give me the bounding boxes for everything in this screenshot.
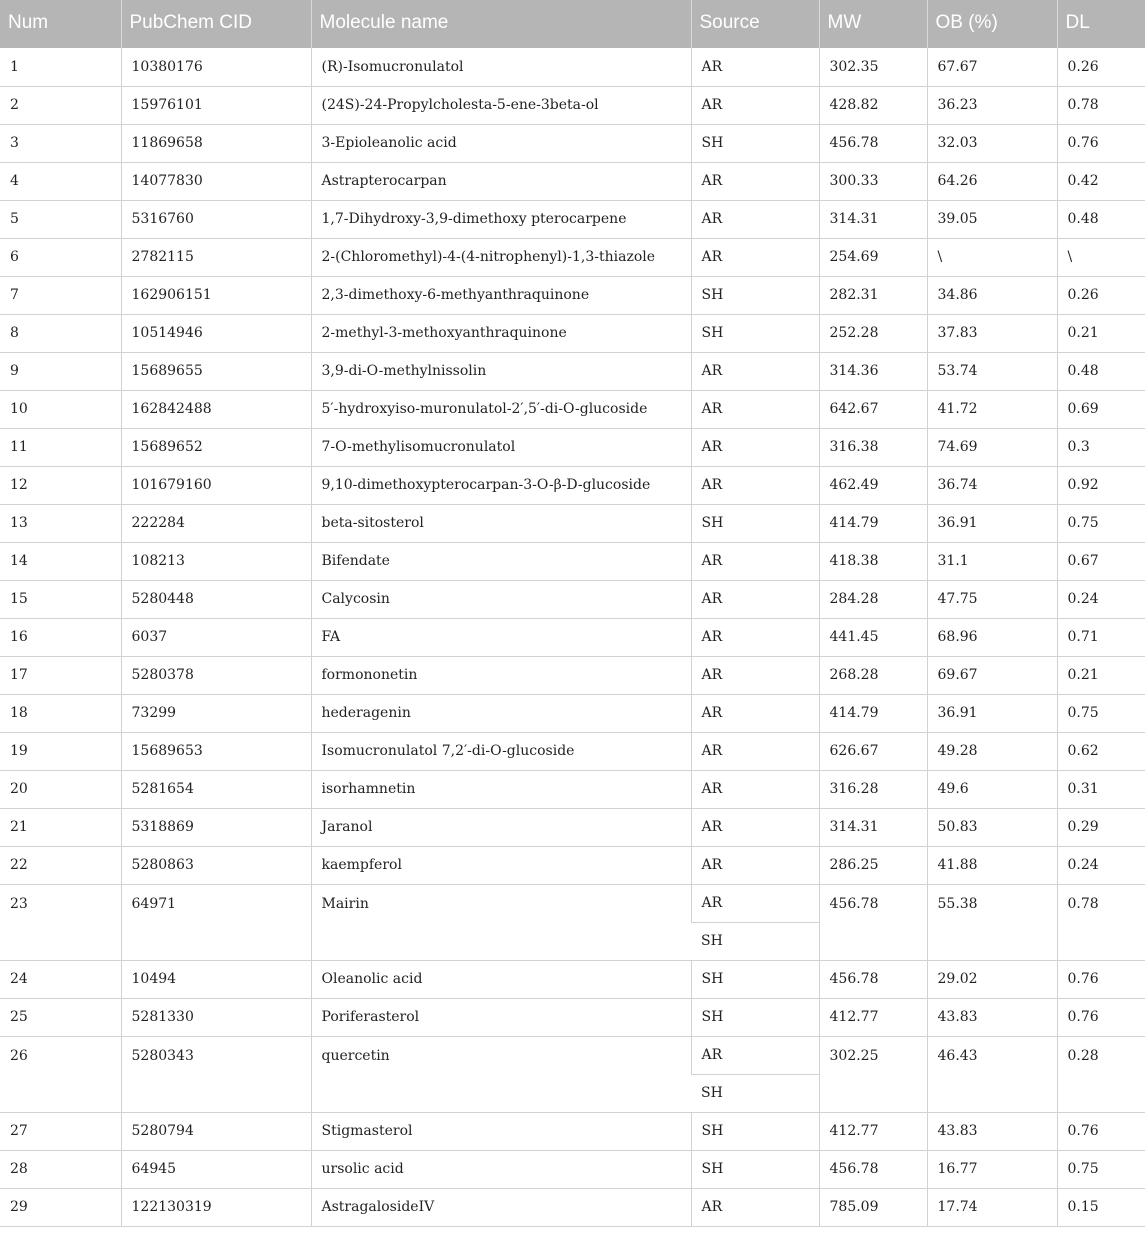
cell-molecule-name: 2-methyl-3-methoxyanthraquinone: [311, 314, 691, 352]
cell-molecule-name: kaempferol: [311, 846, 691, 884]
cell-pubchem-cid: 10380176: [121, 48, 311, 86]
cell-pubchem-cid: 15689653: [121, 732, 311, 770]
cell-mw: 456.78: [819, 884, 927, 960]
table-row: [0, 694, 1145, 732]
cell-num: 24: [0, 960, 121, 998]
cell-source: AR: [691, 770, 819, 808]
cell-molecule-name: 3,9-di-O-methylnissolin: [311, 352, 691, 390]
cell-molecule-name: (24S)-24-Propylcholesta-5-ene-3beta-ol: [311, 86, 691, 124]
table-row: [0, 1188, 1145, 1226]
cell-dl: 0.3: [1057, 428, 1145, 466]
table-row: [0, 580, 1145, 618]
cell-ob: 41.72: [927, 390, 1057, 428]
cell-num: 16: [0, 618, 121, 656]
table-row: [0, 238, 1145, 276]
table-row: [0, 732, 1145, 770]
cell-ob: 47.75: [927, 580, 1057, 618]
cell-num: 6: [0, 238, 121, 276]
cell-mw: 286.25: [819, 846, 927, 884]
cell-dl: 0.78: [1057, 86, 1145, 124]
cell-source: SH: [691, 960, 819, 998]
cell-pubchem-cid: 122130319: [121, 1188, 311, 1226]
table-row: [0, 86, 1145, 124]
cell-pubchem-cid: 5318869: [121, 808, 311, 846]
cell-dl: 0.71: [1057, 618, 1145, 656]
cell-mw: 642.67: [819, 390, 927, 428]
table-row: [0, 1150, 1145, 1188]
cell-molecule-name: hederagenin: [311, 694, 691, 732]
cell-num: 11: [0, 428, 121, 466]
cell-dl: 0.15: [1057, 1188, 1145, 1226]
table-row: [0, 884, 1145, 922]
cell-dl: 0.21: [1057, 656, 1145, 694]
cell-mw: 456.78: [819, 1150, 927, 1188]
cell-mw: 302.35: [819, 48, 927, 86]
cell-source: AR: [691, 238, 819, 276]
header-ob: OB (%): [927, 0, 1057, 48]
cell-ob: 53.74: [927, 352, 1057, 390]
cell-ob: 32.03: [927, 124, 1057, 162]
table-row: [0, 428, 1145, 466]
table-row: [0, 124, 1145, 162]
table-row: [0, 770, 1145, 808]
cell-dl: 0.48: [1057, 352, 1145, 390]
cell-molecule-name: Mairin: [311, 884, 691, 960]
cell-pubchem-cid: 11869658: [121, 124, 311, 162]
cell-source: SH: [691, 504, 819, 542]
cell-pubchem-cid: 222284: [121, 504, 311, 542]
cell-source: AR: [691, 48, 819, 86]
header-pubchem-cid: PubChem CID: [121, 0, 311, 48]
cell-molecule-name: FA: [311, 618, 691, 656]
cell-ob: 39.05: [927, 200, 1057, 238]
cell-molecule-name: Astrapterocarpan: [311, 162, 691, 200]
cell-ob: 49.6: [927, 770, 1057, 808]
cell-source: AR: [691, 542, 819, 580]
header-dl: DL: [1057, 0, 1145, 48]
cell-num: 7: [0, 276, 121, 314]
cell-dl: 0.67: [1057, 542, 1145, 580]
cell-pubchem-cid: 5281330: [121, 998, 311, 1036]
cell-pubchem-cid: 5280794: [121, 1112, 311, 1150]
cell-molecule-name: 7-O-methylisomucronulatol: [311, 428, 691, 466]
cell-num: 28: [0, 1150, 121, 1188]
cell-num: 29: [0, 1188, 121, 1226]
cell-source: AR: [691, 390, 819, 428]
cell-molecule-name: ursolic acid: [311, 1150, 691, 1188]
cell-molecule-name: 5′-hydroxyiso-muronulatol-2′,5′-di-O-glucoside: [311, 390, 691, 428]
cell-ob: 49.28: [927, 732, 1057, 770]
cell-pubchem-cid: 162906151: [121, 276, 311, 314]
cell-source: SH: [691, 1112, 819, 1150]
cell-dl: 0.75: [1057, 1150, 1145, 1188]
cell-pubchem-cid: 5316760: [121, 200, 311, 238]
cell-molecule-name: Oleanolic acid: [311, 960, 691, 998]
cell-ob: 43.83: [927, 1112, 1057, 1150]
cell-dl: \: [1057, 238, 1145, 276]
cell-mw: 414.79: [819, 694, 927, 732]
cell-dl: 0.75: [1057, 504, 1145, 542]
cell-num: 18: [0, 694, 121, 732]
cell-mw: 456.78: [819, 960, 927, 998]
cell-source: AR: [691, 694, 819, 732]
table-row: [0, 656, 1145, 694]
cell-molecule-name: 1,7-Dihydroxy-3,9-dimethoxy pterocarpene: [311, 200, 691, 238]
cell-ob: 43.83: [927, 998, 1057, 1036]
cell-mw: 284.28: [819, 580, 927, 618]
header-source: Source: [691, 0, 819, 48]
cell-mw: 316.38: [819, 428, 927, 466]
cell-num: 19: [0, 732, 121, 770]
cell-source: AR: [691, 732, 819, 770]
cell-molecule-name: Stigmasterol: [311, 1112, 691, 1150]
cell-mw: 414.79: [819, 504, 927, 542]
cell-mw: 282.31: [819, 276, 927, 314]
cell-source: SH: [691, 998, 819, 1036]
cell-dl: 0.24: [1057, 580, 1145, 618]
cell-pubchem-cid: 10494: [121, 960, 311, 998]
cell-mw: 418.38: [819, 542, 927, 580]
table-row: [0, 618, 1145, 656]
cell-source: SH: [691, 314, 819, 352]
cell-ob: 29.02: [927, 960, 1057, 998]
cell-ob: 64.26: [927, 162, 1057, 200]
table-row: [0, 200, 1145, 238]
cell-mw: 412.77: [819, 1112, 927, 1150]
table-row: [0, 1112, 1145, 1150]
table-row: [0, 352, 1145, 390]
cell-mw: 462.49: [819, 466, 927, 504]
cell-source: AR: [691, 466, 819, 504]
cell-mw: 785.09: [819, 1188, 927, 1226]
cell-mw: 456.78: [819, 124, 927, 162]
header-mw: MW: [819, 0, 927, 48]
cell-dl: 0.21: [1057, 314, 1145, 352]
table-row: [0, 48, 1145, 86]
cell-pubchem-cid: 15689655: [121, 352, 311, 390]
table-row: [0, 162, 1145, 200]
cell-molecule-name: 2-(Chloromethyl)-4-(4-nitrophenyl)-1,3-thiazole: [311, 238, 691, 276]
cell-ob: 31.1: [927, 542, 1057, 580]
cell-molecule-name: formononetin: [311, 656, 691, 694]
cell-ob: 55.38: [927, 884, 1057, 960]
cell-mw: 302.25: [819, 1036, 927, 1112]
cell-num: 4: [0, 162, 121, 200]
cell-source: AR: [691, 846, 819, 884]
cell-num: 26: [0, 1036, 121, 1112]
cell-num: 23: [0, 884, 121, 960]
cell-mw: 314.31: [819, 200, 927, 238]
cell-source: AR: [691, 884, 819, 922]
cell-mw: 412.77: [819, 998, 927, 1036]
cell-source: SH: [691, 1150, 819, 1188]
cell-ob: 68.96: [927, 618, 1057, 656]
table-row: [0, 960, 1145, 998]
cell-molecule-name: 9,10-dimethoxypterocarpan-3-O-β-D-glucoside: [311, 466, 691, 504]
cell-num: 2: [0, 86, 121, 124]
cell-mw: 252.28: [819, 314, 927, 352]
header-row: [0, 0, 1145, 48]
cell-mw: 441.45: [819, 618, 927, 656]
cell-mw: 428.82: [819, 86, 927, 124]
cell-molecule-name: Jaranol: [311, 808, 691, 846]
cell-molecule-name: Isomucronulatol 7,2′-di-O-glucoside: [311, 732, 691, 770]
cell-num: 21: [0, 808, 121, 846]
cell-ob: 37.83: [927, 314, 1057, 352]
cell-pubchem-cid: 101679160: [121, 466, 311, 504]
cell-ob: 16.77: [927, 1150, 1057, 1188]
table-row: [0, 808, 1145, 846]
cell-dl: 0.76: [1057, 998, 1145, 1036]
cell-ob: 69.67: [927, 656, 1057, 694]
cell-dl: 0.28: [1057, 1036, 1145, 1112]
cell-pubchem-cid: 73299: [121, 694, 311, 732]
cell-pubchem-cid: 64971: [121, 884, 311, 960]
cell-dl: 0.26: [1057, 48, 1145, 86]
cell-num: 9: [0, 352, 121, 390]
table-row: [0, 1036, 1145, 1074]
cell-dl: 0.75: [1057, 694, 1145, 732]
cell-source: SH: [691, 922, 819, 960]
cell-source: AR: [691, 580, 819, 618]
header-num: Num: [0, 0, 121, 48]
cell-dl: 0.78: [1057, 884, 1145, 960]
cell-mw: 316.28: [819, 770, 927, 808]
cell-source: SH: [691, 276, 819, 314]
cell-mw: 254.69: [819, 238, 927, 276]
cell-num: 8: [0, 314, 121, 352]
cell-molecule-name: AstragalosideIV: [311, 1188, 691, 1226]
cell-dl: 0.42: [1057, 162, 1145, 200]
cell-pubchem-cid: 10514946: [121, 314, 311, 352]
cell-num: 15: [0, 580, 121, 618]
cell-source: AR: [691, 1188, 819, 1226]
cell-molecule-name: beta-sitosterol: [311, 504, 691, 542]
cell-mw: 626.67: [819, 732, 927, 770]
cell-pubchem-cid: 108213: [121, 542, 311, 580]
cell-ob: 34.86: [927, 276, 1057, 314]
cell-pubchem-cid: 5280448: [121, 580, 311, 618]
cell-num: 13: [0, 504, 121, 542]
cell-ob: 50.83: [927, 808, 1057, 846]
cell-pubchem-cid: 2782115: [121, 238, 311, 276]
cell-pubchem-cid: 15689652: [121, 428, 311, 466]
cell-dl: 0.31: [1057, 770, 1145, 808]
table-row: [0, 466, 1145, 504]
table-row: [0, 504, 1145, 542]
cell-ob: 74.69: [927, 428, 1057, 466]
cell-source: SH: [691, 124, 819, 162]
cell-dl: 0.24: [1057, 846, 1145, 884]
cell-mw: 314.31: [819, 808, 927, 846]
cell-num: 17: [0, 656, 121, 694]
cell-source: SH: [691, 1074, 819, 1112]
cell-pubchem-cid: 6037: [121, 618, 311, 656]
cell-dl: 0.76: [1057, 124, 1145, 162]
cell-source: AR: [691, 656, 819, 694]
cell-source: AR: [691, 808, 819, 846]
table-row: [0, 390, 1145, 428]
cell-dl: 0.69: [1057, 390, 1145, 428]
cell-dl: 0.76: [1057, 1112, 1145, 1150]
cell-num: 25: [0, 998, 121, 1036]
cell-num: 20: [0, 770, 121, 808]
cell-source: AR: [691, 162, 819, 200]
cell-pubchem-cid: 162842488: [121, 390, 311, 428]
cell-molecule-name: Calycosin: [311, 580, 691, 618]
cell-pubchem-cid: 5280863: [121, 846, 311, 884]
cell-ob: 41.88: [927, 846, 1057, 884]
cell-molecule-name: 3-Epioleanolic acid: [311, 124, 691, 162]
cell-pubchem-cid: 5280343: [121, 1036, 311, 1112]
cell-source: AR: [691, 352, 819, 390]
cell-molecule-name: (R)-Isomucronulatol: [311, 48, 691, 86]
cell-ob: 36.74: [927, 466, 1057, 504]
cell-molecule-name: 2,3-dimethoxy-6-methyanthraquinone: [311, 276, 691, 314]
cell-ob: 67.67: [927, 48, 1057, 86]
cell-mw: 268.28: [819, 656, 927, 694]
cell-dl: 0.26: [1057, 276, 1145, 314]
cell-ob: 46.43: [927, 1036, 1057, 1112]
cell-dl: 0.92: [1057, 466, 1145, 504]
cell-pubchem-cid: 14077830: [121, 162, 311, 200]
cell-source: AR: [691, 86, 819, 124]
cell-num: 27: [0, 1112, 121, 1150]
cell-num: 5: [0, 200, 121, 238]
cell-molecule-name: quercetin: [311, 1036, 691, 1112]
cell-num: 10: [0, 390, 121, 428]
cell-source: AR: [691, 200, 819, 238]
cell-pubchem-cid: 5280378: [121, 656, 311, 694]
table-header: [0, 0, 1145, 48]
cell-ob: \: [927, 238, 1057, 276]
cell-num: 14: [0, 542, 121, 580]
cell-mw: 300.33: [819, 162, 927, 200]
cell-molecule-name: Bifendate: [311, 542, 691, 580]
cell-num: 3: [0, 124, 121, 162]
table-row: [0, 846, 1145, 884]
table-row: [0, 998, 1145, 1036]
cell-mw: 314.36: [819, 352, 927, 390]
cell-pubchem-cid: 64945: [121, 1150, 311, 1188]
cell-molecule-name: isorhamnetin: [311, 770, 691, 808]
cell-ob: 17.74: [927, 1188, 1057, 1226]
cell-dl: 0.48: [1057, 200, 1145, 238]
table-body: [0, 48, 1145, 1226]
cell-num: 12: [0, 466, 121, 504]
table-row: [0, 542, 1145, 580]
table-row: [0, 314, 1145, 352]
cell-dl: 0.76: [1057, 960, 1145, 998]
cell-source: AR: [691, 428, 819, 466]
cell-molecule-name: Poriferasterol: [311, 998, 691, 1036]
cell-num: 1: [0, 48, 121, 86]
cell-dl: 0.62: [1057, 732, 1145, 770]
cell-pubchem-cid: 15976101: [121, 86, 311, 124]
cell-pubchem-cid: 5281654: [121, 770, 311, 808]
cell-source: AR: [691, 1036, 819, 1074]
cell-num: 22: [0, 846, 121, 884]
cell-dl: 0.29: [1057, 808, 1145, 846]
cell-source: AR: [691, 618, 819, 656]
cell-ob: 36.91: [927, 504, 1057, 542]
header-molecule-name: Molecule name: [311, 0, 691, 48]
cell-ob: 36.91: [927, 694, 1057, 732]
table-row: [0, 276, 1145, 314]
cell-ob: 36.23: [927, 86, 1057, 124]
